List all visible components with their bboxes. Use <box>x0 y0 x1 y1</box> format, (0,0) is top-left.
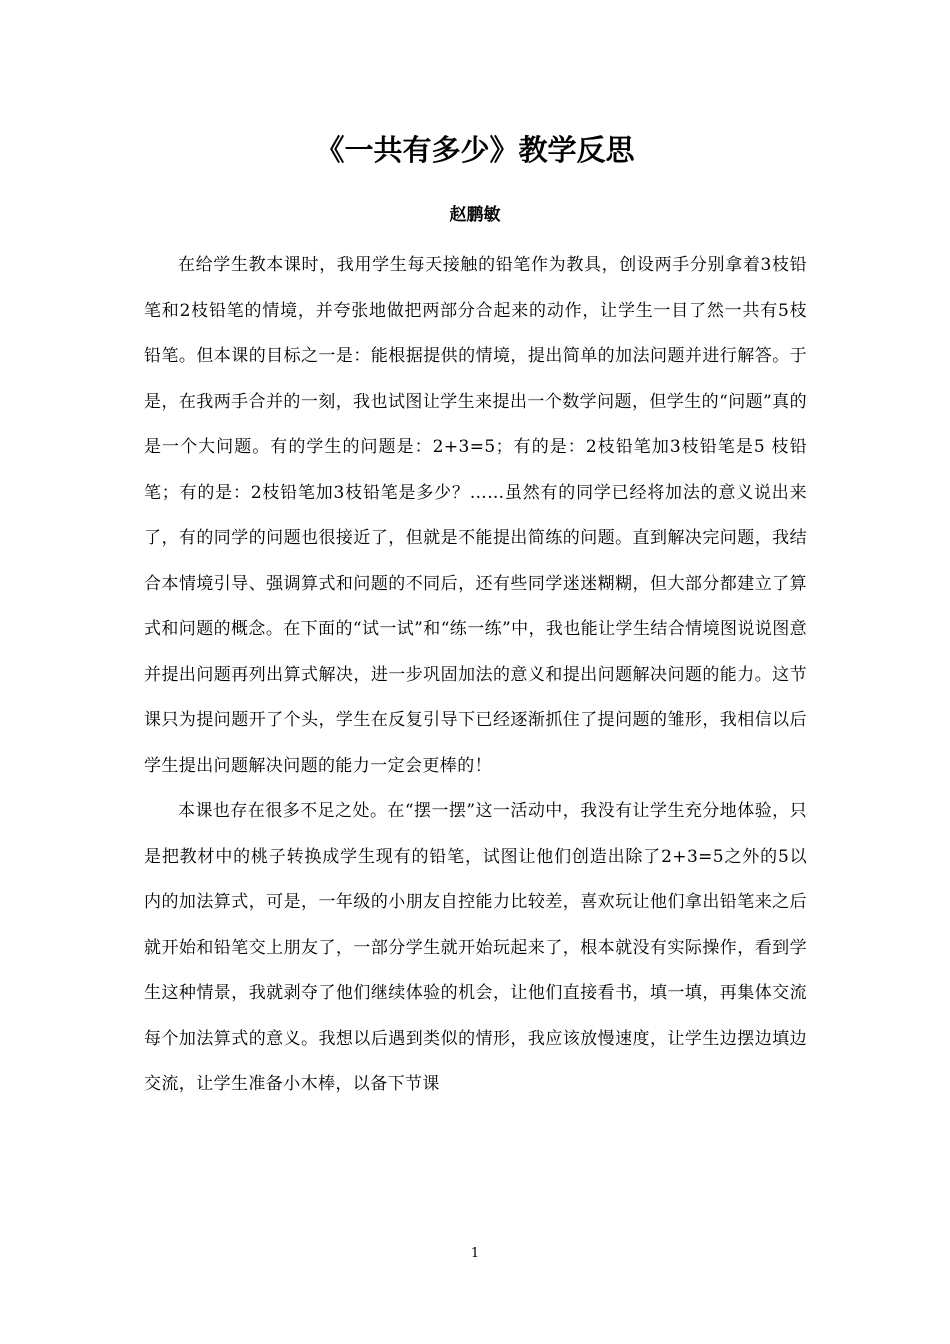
document-title: 《一共有多少》教学反思 <box>315 133 635 167</box>
paragraph: 在给学生教本课时，我用学生每天接触的铅笔作为教具，创设两手分别拿着3枝铅笔和2枝铅笔的情境，并夸张地做把两部分合起来的动作，让学生一目了然一共有5枝铅笔。但本课的目标之一是：能根据提供的情境，提出简单的加法问题并进行解答。于是，在我两手合并的一刻，我也试图让学生来提出一个数学问题，但学生的“问题”真的是一个大问题。有的学生的问题是：2+3=5；有的是：2枝铅笔加3枝铅笔是5 枝铅笔；有的是：2枝铅笔加3枝铅笔是多少？……虽然有的同学已经将加法的意义说出来了，有的同学的问题也很接近了，但就是不能提出简练的问题。直到解决完问题，我结合本情境引导、强调算式和问题的不同后，还有些同学迷迷糊糊，但大部分都建立了算式和问题的概念。在下面的“试一试”和“练一练”中，我也能让学生结合情境图说说图意并提出问题再列出算式解决，进一步巩固加法的意义和提出问题解决问题的能力。这节课只为提问题开了个头，学生在反复引导下已经逐渐抓住了提问题的雏形，我相信以后学生提出问题解决问题的能力一定会更棒的！ <box>144 255 807 776</box>
page-number: 1 <box>470 1246 480 1261</box>
paragraph: 本课也存在很多不足之处。在“摆一摆”这一活动中，我没有让学生充分地体验，只是把教材中的桃子转换成学生现有的铅笔，试图让他们创造出除了2+3=5之外的5以内的加法算式，可是，一年级的小朋友自控能力比较差，喜欢玩让他们拿出铅笔来之后就开始和铅笔交上朋友了，一部分学生就开始玩起来了，根本就没有实际操作，看到学生这种情景，我就剥夺了他们继续体验的机会，让他们直接看书，填一填，再集体交流每个加法算式的意义。我想以后遇到类似的情形，我应该放慢速度，让学生边摆边填边交流，让学生准备小木棒，以备下节课 <box>144 801 807 1094</box>
author-name: 赵鹏敏 <box>449 205 501 225</box>
body-text <box>144 243 807 1108</box>
